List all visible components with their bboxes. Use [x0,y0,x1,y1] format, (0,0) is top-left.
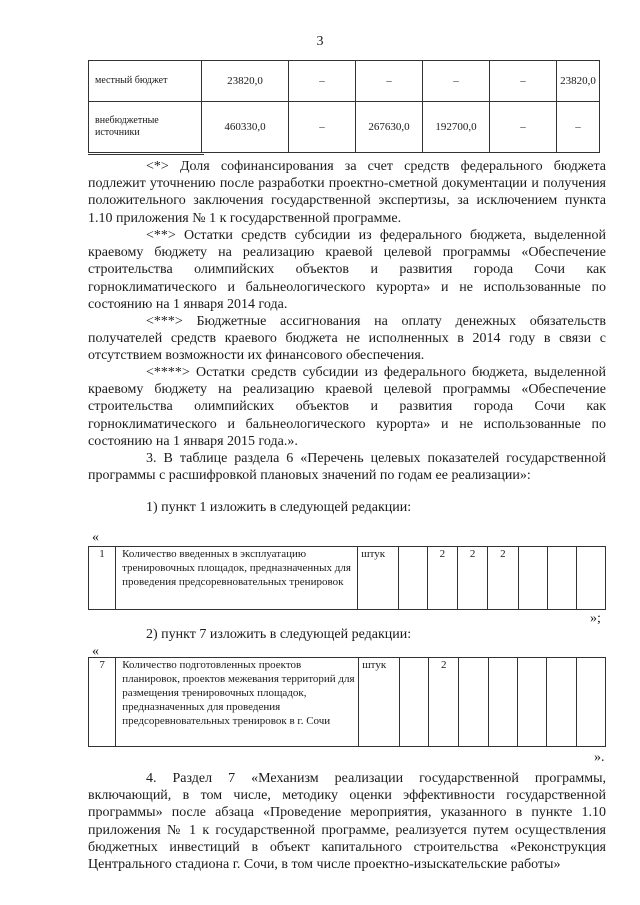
sub-item-1: 1) пункт 1 изложить в следующей редакции: [146,500,412,515]
table-cell: местный бюджет [89,61,202,102]
table-cell: внебюджетные источники [89,102,202,153]
open-quote: « [92,644,99,659]
row-number: 1 [89,547,116,610]
table-cell: 23820,0 [557,61,600,102]
value-cell [576,547,605,610]
item-3-text: 3. В таблице раздела 6 «Перечень целевых показателей государственной программы с расшифровкой плановых значений по годам ее реализации»: [88,451,606,484]
table-cell: 267630,0 [356,102,423,153]
footnote-4: <****> Остатки средств субсидии из федерального бюджета, выделенной краевому бюджету на реализацию краевой целевой программы «Обеспечение строительства олимпийских объектов и развития города Сочи как горноклиматического и бальнеологического курорта» и не использованные по состоянию на 1 января 2015 года.». [88,365,606,449]
table-cell: 460330,0 [202,102,289,153]
value-cell [399,658,428,747]
sub-item-2: 2) пункт 7 изложить в следующей редакции: [146,627,412,642]
close-quote-2: ». [594,750,605,765]
open-quote: « [92,530,99,545]
table-row [89,61,600,102]
value-cell [547,547,576,610]
table-row [89,102,600,153]
indicator-name: Количество подготовленных проектов планировок, проектов межевания территорий для размещения тренировочных площадок, предназначенных для проведения предсоревновательных тренировок в г. Сочи [116,658,359,747]
table-cell: – [289,102,356,153]
indicator-table-row-1 [88,546,606,610]
value-cell [518,547,547,610]
value-cell [488,658,517,747]
item-4-text: 4. Раздел 7 «Механизм реализации государственной программы, включающий, в том числе, методику оценки эффективности государственной программы» после абзаца «Проведение мероприятия, указанного в пункте 1.10 приложения № 1 к государственной программе, реализуется путем осуществления бюджетных инвестиций в объект капитального строительства «Реконструкция Центрального стадиона г. Сочи, в том числе проектно-изыскательские работы» [88,771,606,873]
footnote-2: <**> Остатки средств субсидии из федерального бюджета, выделенной краевому бюджету на реализацию краевой целевой программы «Обеспечение строительства олимпийских объектов и развития города Сочи как горноклиматического и бальнеологического курорта» и не использованные по состоянию на 1 января 2014 года. [88,228,606,312]
table-cell: – [423,61,490,102]
table-cell: – [490,61,557,102]
row-number: 7 [89,658,116,747]
value-cell: 2 [458,547,488,610]
table-cell: 192700,0 [423,102,490,153]
budget-table [88,60,600,153]
table-cell: – [289,61,356,102]
value-cell [459,658,488,747]
value-cell: 2 [429,658,459,747]
table-row [89,658,606,747]
value-cell: 2 [427,547,457,610]
page-number: 3 [316,34,324,49]
value-cell [518,658,547,747]
table-cell: – [557,102,600,153]
close-quote-1: »; [590,611,601,626]
table-cell: – [356,61,423,102]
value-cell [398,547,427,610]
value-cell [547,658,576,747]
footnote-3: <***> Бюджетные ассигнования на оплату денежных обязательств получателей средств краевого бюджета не исполненных в 2014 году в связи с отсутствием возможности их финансового обеспечения. [88,314,606,364]
unit-cell: штук [358,547,398,610]
footnote-divider [88,154,204,155]
value-cell: 2 [488,547,518,610]
table-row [89,547,606,610]
indicator-table-row-7 [88,657,606,747]
unit-cell: штук [359,658,400,747]
table-cell: – [490,102,557,153]
table-cell: 23820,0 [202,61,289,102]
value-cell [576,658,605,747]
footnote-1: <*> Доля софинансирования за счет средств федерального бюджета подлежит уточнению после разработки проектно-сметной документации и получения положительного заключения государственной экспертизы, за исключением пункта 1.10 приложения № 1 к государственной программе. [88,159,606,226]
indicator-name: Количество введенных в эксплуатацию тренировочных площадок, предназначенных для проведения предсоревновательных тренировок [116,547,358,610]
